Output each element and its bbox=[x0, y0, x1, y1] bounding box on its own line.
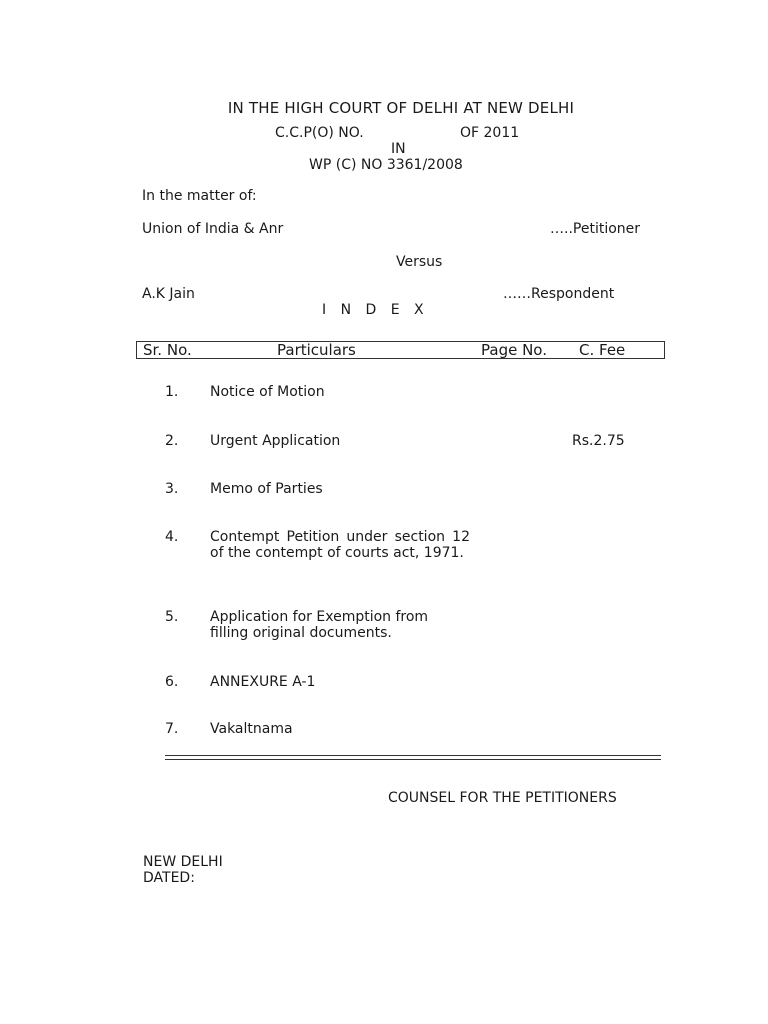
counsel-signature-label: COUNSEL FOR THE PETITIONERS bbox=[388, 790, 617, 806]
dated-label: DATED: bbox=[143, 870, 195, 886]
respondent-name: A.K Jain bbox=[142, 286, 195, 302]
versus-label: Versus bbox=[396, 254, 443, 270]
column-header-particulars: Particulars bbox=[277, 341, 356, 359]
item-particulars: Contempt Petition under section 12 of the contempt of courts act, 1971. bbox=[210, 529, 470, 561]
item-particulars: Urgent Application bbox=[210, 433, 341, 449]
item-number: 5. bbox=[165, 609, 179, 625]
item-number: 1. bbox=[165, 384, 179, 400]
court-title: IN THE HIGH COURT OF DELHI AT NEW DELHI bbox=[227, 99, 575, 117]
writ-petition-number: WP (C) NO 3361/2008 bbox=[309, 157, 463, 173]
in-label: IN bbox=[391, 141, 406, 157]
item-particulars: Application for Exemption from filling original documents. bbox=[210, 609, 429, 641]
item-number: 2. bbox=[165, 433, 179, 449]
item-particulars: Memo of Parties bbox=[210, 481, 323, 497]
item-number: 7. bbox=[165, 721, 179, 737]
index-title: I N D E X bbox=[322, 302, 429, 318]
double-divider bbox=[165, 755, 661, 760]
petitioner-role: …..Petitioner bbox=[550, 221, 641, 237]
place-label: NEW DELHI bbox=[143, 854, 223, 870]
item-particulars: Notice of Motion bbox=[210, 384, 325, 400]
item-particulars: Vakaltnama bbox=[210, 721, 293, 737]
item-number: 3. bbox=[165, 481, 179, 497]
column-header-court-fee: C. Fee bbox=[579, 341, 626, 359]
column-header-sr-no: Sr. No. bbox=[143, 341, 192, 359]
item-number: 4. bbox=[165, 529, 179, 545]
case-year: OF 2011 bbox=[460, 125, 520, 141]
petitioner-name: Union of India & Anr bbox=[142, 221, 284, 237]
case-number-label: C.C.P(O) NO. bbox=[275, 125, 364, 141]
index-header-row bbox=[136, 341, 665, 359]
column-header-page-no: Page No. bbox=[481, 341, 547, 359]
respondent-role: ……Respondent bbox=[503, 286, 615, 302]
item-particulars: ANNEXURE A-1 bbox=[210, 674, 316, 690]
item-number: 6. bbox=[165, 674, 179, 690]
item-court-fee: Rs.2.75 bbox=[572, 433, 625, 449]
matter-label: In the matter of: bbox=[142, 188, 257, 204]
